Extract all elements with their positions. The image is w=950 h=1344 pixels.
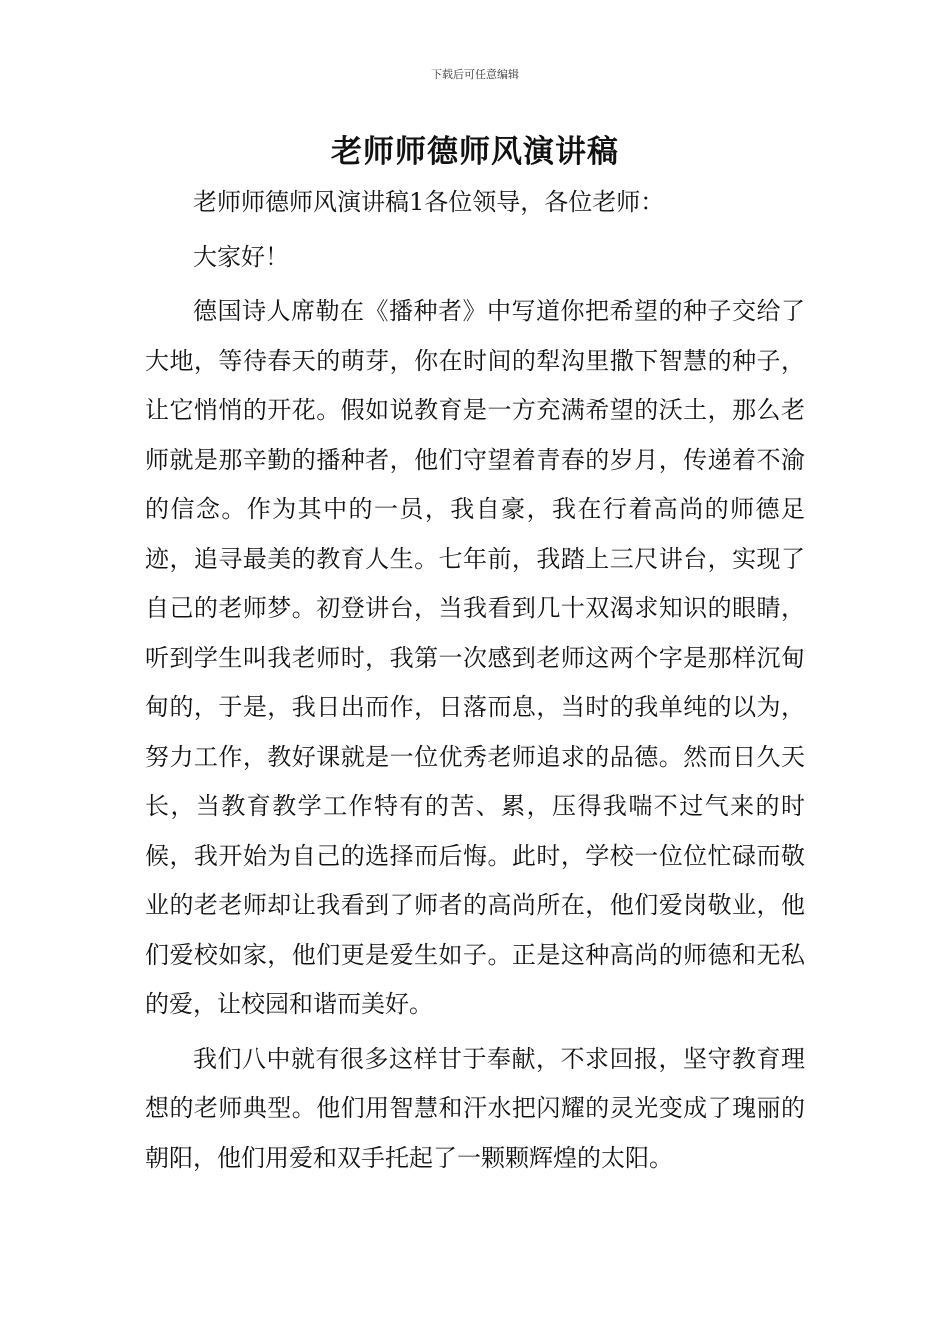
header-note: 下载后可任意编辑 — [431, 68, 519, 81]
document-body — [145, 178, 805, 1188]
page-title: 老师师德师风演讲稿 — [331, 134, 619, 170]
paragraph-main: 德国诗人席勒在《播种者》中写道你把希望的种子交给了大地，等待春天的萌芽，你在时间的犁沟里撒下智慧的种子，让它悄悄的开花。假如说教育是一方充满希望的沃土，那么老师就是那辛勤的播种者，他们守望着青春的岁月，传递着不渝的信念。作为其中的一员，我自豪，我在行着高尚的师德足迹，追寻最美的教育人生。七年前，我踏上三尺讲台，实现了自己的老师梦。初登讲台，当我看到几十双渴求知识的眼睛，听到学生叫我老师时，我第一次感到老师这两个字是那样沉甸甸的，于是，我日出而作，日落而息，当时的我单纯的以为，努力工作，教好课就是一位优秀老师追求的品德。然而日久天长，当教育教学工作特有的苦、累，压得我喘不过气来的时候，我开始为自己的选择而后悔。此时，学校一位位忙碌而敬业的老老师却让我看到了师者的高尚所在，他们爱岗敬业，他们爱校如家，他们更是爱生如子。正是这种高尚的师德和无私的爱，让校园和谐而美好。 — [145, 297, 805, 1018]
paragraph-closing: 我们八中就有很多这样甘于奉献，不求回报，坚守教育理想的老师典型。他们用智慧和汗水把闪耀的灵光变成了瑰丽的朝阳，他们用爱和双手托起了一颗颗辉煌的太阳。 — [145, 1044, 805, 1172]
paragraph-greeting: 大家好！ — [193, 242, 289, 271]
paragraph-opening: 老师师德师风演讲稿1各位领导，各位老师： — [193, 188, 665, 216]
